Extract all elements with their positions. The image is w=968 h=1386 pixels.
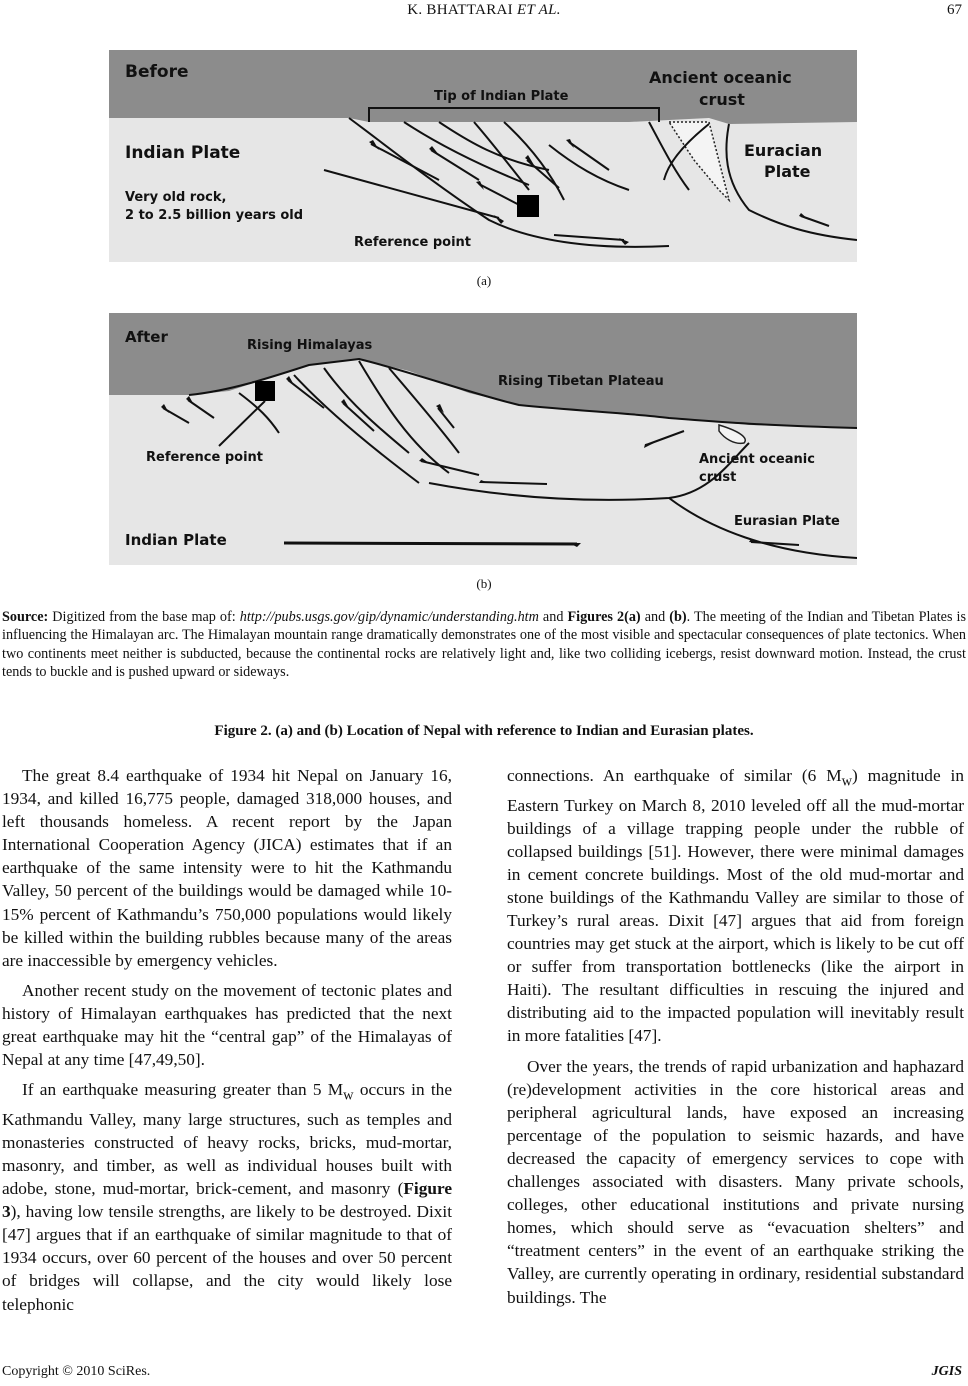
text-run: ) magnitude in Eastern Turkey on March 8, 2010 leveled off all the mud-mortar buildings of a village trapping people under the rubble of collapsed buildings [51]. However, there were minimal damages in cement concrete buildings. Most of the old mud-mortar and stone buildings of the Kathmandu Valley are similar to those of Turkey’s rural areas. Dixit [47] argues that aid from foreign countries may get stuck at the airport, which is likely to be cut off or suffer from transportation bottlenecks (like the airport in Haiti). The resultant difficulties in rescuing the injured and distributing aid to the impacted population will inevitably result in more fatalities [47]. [507, 766, 964, 1046]
label-rising-himalayas: Rising Himalayas [247, 338, 373, 353]
reference-point-marker [517, 195, 539, 217]
figure-2b-diagram [109, 313, 857, 565]
header-author: K. BHATTARAI [407, 2, 513, 18]
label-after: After [125, 328, 168, 346]
source-fig-a: Figures 2(a) [567, 609, 641, 625]
paragraph: Over the years, the trends of rapid urbanization and haphazard (re)development activities in the core historical areas and peripheral agricultural lands, have exposed an increasing percentage of the population to seismic hazards, and have decreased the capacity of emergency services to cope with challenges associated with disasters. Many private schools, colleges, other educational institutions and private nursing homes, which should serve as “evacuation shelters” and “treatment centers” in the event of an earthquake striking the Valley, are currently operating in ordinary, residential substandard buildings. The [507, 1056, 964, 1307]
source-and2: and [640, 609, 670, 625]
ocean-layer [109, 50, 857, 124]
label-reference-point: Reference point [354, 235, 471, 250]
label-indian-plate: Indian Plate [125, 531, 227, 549]
source-fig-b: (b) [669, 609, 687, 625]
page-number: 67 [947, 2, 962, 18]
subscript: w [343, 1087, 354, 1104]
text-run: ), having low tensile strengths, are likely to be destroyed. Dixit [47] argues that if an earthquake of similar magnitude to that of 1934 occurs, over 60 percent of the houses and over 50 percent of bridges will collapse, and the city would likely lose telephonic [2, 1202, 452, 1314]
label-eurasian-plate: Eurasian Plate [734, 514, 840, 529]
reference-point-marker [255, 381, 275, 401]
body-column-right [507, 764, 964, 1316]
paragraph [2, 1078, 452, 1315]
source-url[interactable]: http://pubs.usgs.gov/gip/dynamic/understanding.htm [239, 609, 539, 625]
figure-2a-diagram [109, 50, 857, 262]
paragraph: The great 8.4 earthquake of 1934 hit Nepal on January 16, 1934, and killed 16,775 people, damaged 318,000 houses, and left thousands homeless. A recent report by the Japan International Cooperation Agency (JICA) estimates that if an earthquake of the same intensity were to hit the Kathmandu Valley, 50 percent of the buildings would be damaged while 10-15% percent of Kathmandu’s 750,000 populations would likely be killed within the building rubbles because many of the areas are inaccessible by emergency vehicles. [2, 766, 452, 970]
header-author-suffix: ET AL. [517, 2, 561, 18]
figure-2a-sublabel: (a) [476, 273, 492, 288]
label-reference-point: Reference point [146, 450, 263, 465]
source-and: and [538, 609, 568, 625]
label-old-rock-2: 2 to 2.5 billion years old [125, 208, 304, 223]
subscript: w [841, 773, 852, 790]
paragraph: Another recent study on the movement of tectonic plates and history of Himalayan earthquakes has predicted that the next great earthquake may hit the “central gap” of the Himalayas of Nepal at any time [47,49,50]. [2, 980, 452, 1070]
label-rising-tibetan: Rising Tibetan Plateau [498, 374, 664, 389]
figure-title: Figure 2. (a) and (b) Location of Nepal with reference to Indian and Eurasian plates. [214, 723, 754, 739]
figure-reference[interactable]: Figure 3 [2, 1179, 452, 1222]
label-before: Before [125, 62, 189, 82]
figure-source-note [2, 608, 966, 681]
label-ancient-oceanic-1: Ancient oceanic [649, 68, 792, 87]
label-ancient-oceanic-2: crust [699, 470, 737, 485]
label-ancient-oceanic-1: Ancient oceanic [699, 452, 815, 467]
body-column-left [2, 764, 452, 1323]
source-label: Source: [2, 609, 49, 625]
source-body: . The meeting of the Indian and Tibetan Plates is influencing the Himalayan arc. The Himalayan mountain range dramatically demonstrates one of the most visible and spectacular consequences of plate tectonics. When two continents meet neither is subducted, because the continental rocks are relatively light and, like two colliding icebergs, resist downward motion. Instead, the crust tends to buckle and is pushed upward or sideways. [2, 609, 966, 680]
label-ancient-oceanic-2: crust [699, 90, 745, 109]
text-run: occurs in the Kathmandu Valley, many large structures, such as temples and monasteries constructed of heavy rocks, bricks, mud-mortar, masonry, and timber, as well as individual houses built with adobe, stone, mud-mortar, brick-cement, and masonry ( [2, 1080, 452, 1199]
label-old-rock-1: Very old rock, [125, 190, 227, 205]
label-indian-plate: Indian Plate [125, 143, 241, 163]
figure-2a-before [109, 50, 857, 262]
label-euracian-1: Euracian [744, 141, 823, 160]
source-prefix: Digitized from the base map of: [48, 609, 240, 625]
label-euracian-2: Plate [764, 162, 811, 181]
footer-copyright: Copyright © 2010 SciRes. [2, 1364, 151, 1379]
figure-2b-sublabel: (b) [476, 576, 492, 591]
footer-journal: JGIS [931, 1364, 962, 1379]
figure-2b-after [109, 313, 857, 565]
label-tip-indian-plate: Tip of Indian Plate [434, 89, 569, 104]
running-header [0, 2, 968, 19]
paragraph [507, 764, 964, 1048]
text-run: If an earthquake measuring greater than 5 M [22, 1080, 344, 1100]
text-run: connections. An earthquake of similar (6 M [507, 766, 842, 785]
